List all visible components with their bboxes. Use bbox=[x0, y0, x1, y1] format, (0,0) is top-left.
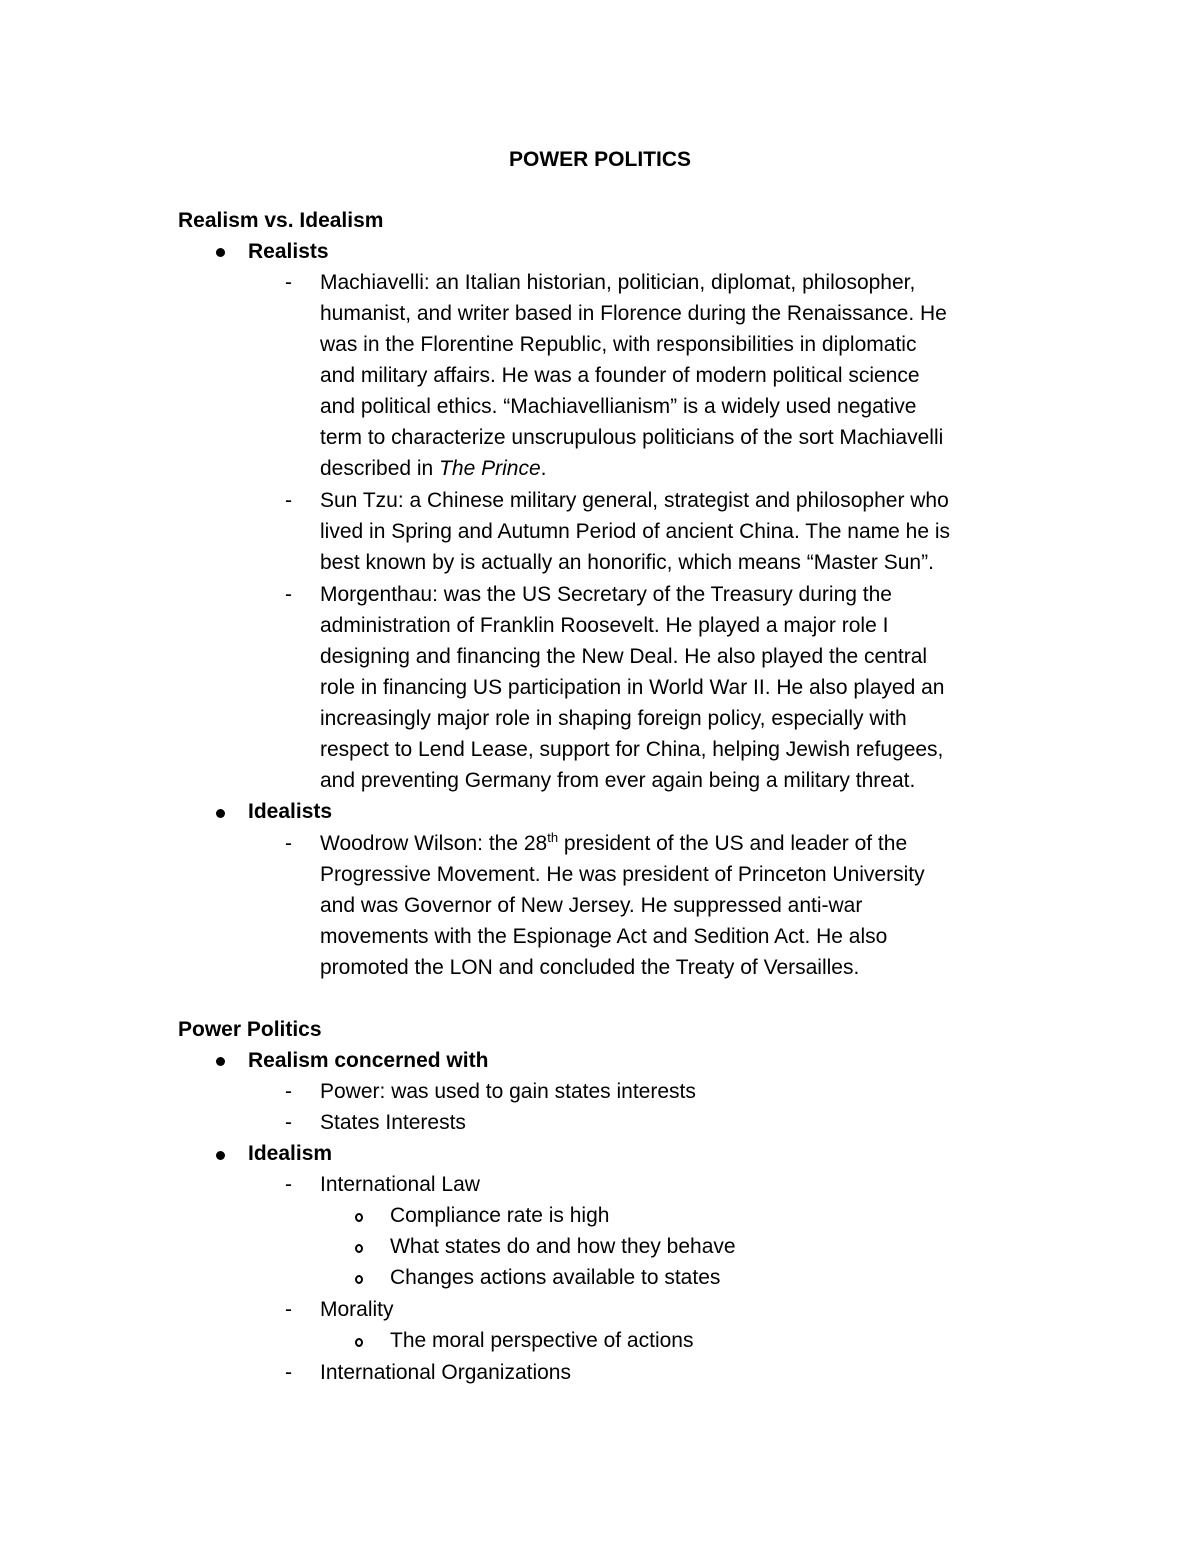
realism-label: Realism concerned with bbox=[248, 1049, 489, 1072]
list-item: Morality bbox=[320, 1298, 394, 1321]
machiavelli-line: and political ethics. “Machiavellianism” is a widely used negative bbox=[320, 395, 917, 418]
circle-bullet-icon bbox=[355, 1244, 363, 1253]
bullet-icon bbox=[216, 1151, 225, 1160]
bullet-icon bbox=[216, 248, 225, 257]
sub-list-item: The moral perspective of actions bbox=[390, 1329, 694, 1352]
book-title-the-prince: The Prince bbox=[439, 457, 541, 480]
list-item: International Organizations bbox=[320, 1361, 571, 1384]
machiavelli-line: and military affairs. He was a founder of modern political science bbox=[320, 364, 920, 387]
machiavelli-line: was in the Florentine Republic, with responsibilities in diplomatic bbox=[320, 333, 917, 356]
wilson-line-first bbox=[320, 830, 907, 858]
realists-label: Realists bbox=[248, 240, 329, 263]
text-fragment: . bbox=[540, 457, 547, 480]
dash-icon: - bbox=[285, 1361, 292, 1384]
wilson-line: and was Governor of New Jersey. He suppressed anti-war bbox=[320, 894, 863, 917]
morgenthau-line: and preventing Germany from ever again being a military threat. bbox=[320, 769, 916, 792]
sub-list-item: What states do and how they behave bbox=[390, 1235, 736, 1258]
wilson-line: Progressive Movement. He was president of Princeton University bbox=[320, 863, 925, 886]
list-item: Power: was used to gain states interests bbox=[320, 1080, 696, 1103]
list-item: International Law bbox=[320, 1173, 480, 1196]
list-item: States Interests bbox=[320, 1111, 466, 1134]
morgenthau-line: administration of Franklin Roosevelt. He played a major role I bbox=[320, 614, 889, 637]
section-heading-power-politics: Power Politics bbox=[178, 1018, 322, 1041]
machiavelli-line-last bbox=[320, 455, 546, 483]
section-heading-realism-vs-idealism: Realism vs. Idealism bbox=[178, 209, 384, 232]
machiavelli-line: humanist, and writer based in Florence during the Renaissance. He bbox=[320, 302, 947, 325]
suntzu-line: Sun Tzu: a Chinese military general, strategist and philosopher who bbox=[320, 489, 949, 512]
machiavelli-line: Machiavelli: an Italian historian, politician, diplomat, philosopher, bbox=[320, 271, 916, 294]
document-title: POWER POLITICS bbox=[508, 148, 691, 171]
circle-bullet-icon bbox=[355, 1213, 363, 1222]
dash-icon: - bbox=[285, 1173, 292, 1196]
dash-icon: - bbox=[285, 271, 292, 294]
idealists-label: Idealists bbox=[248, 800, 333, 823]
circle-bullet-icon bbox=[355, 1275, 363, 1284]
text-fragment: Woodrow Wilson: the 28 bbox=[320, 832, 548, 855]
wilson-line: promoted the LON and concluded the Treaty of Versailles. bbox=[320, 956, 860, 979]
dash-icon: - bbox=[285, 1298, 292, 1321]
bullet-icon bbox=[216, 809, 225, 818]
text-fragment: president of the US and leader of the bbox=[558, 832, 908, 855]
bullet-icon bbox=[216, 1057, 225, 1066]
dash-icon: - bbox=[285, 832, 292, 855]
morgenthau-line: role in financing US participation in World War II. He also played an bbox=[320, 676, 945, 699]
dash-icon: - bbox=[285, 583, 292, 606]
machiavelli-line: term to characterize unscrupulous politicians of the sort Machiavelli bbox=[320, 426, 944, 449]
dash-icon: - bbox=[285, 1111, 292, 1134]
text-fragment: described in bbox=[320, 457, 440, 480]
ordinal-suffix: th bbox=[547, 830, 559, 845]
circle-bullet-icon bbox=[355, 1338, 363, 1347]
morgenthau-line: designing and financing the New Deal. He also played the central bbox=[320, 645, 928, 668]
dash-icon: - bbox=[285, 1080, 292, 1103]
idealism-label: Idealism bbox=[248, 1142, 333, 1165]
morgenthau-line: increasingly major role in shaping foreign policy, especially with bbox=[320, 707, 907, 730]
sub-list-item: Compliance rate is high bbox=[390, 1204, 610, 1227]
morgenthau-line: Morgenthau: was the US Secretary of the Treasury during the bbox=[320, 583, 892, 606]
suntzu-line: best known by is actually an honorific, which means “Master Sun”. bbox=[320, 551, 934, 574]
suntzu-line: lived in Spring and Autumn Period of ancient China. The name he is bbox=[320, 520, 950, 543]
morgenthau-line: respect to Lend Lease, support for China, helping Jewish refugees, bbox=[320, 738, 944, 761]
dash-icon: - bbox=[285, 489, 292, 512]
wilson-line: movements with the Espionage Act and Sedition Act. He also bbox=[320, 925, 888, 948]
sub-list-item: Changes actions available to states bbox=[390, 1266, 721, 1289]
